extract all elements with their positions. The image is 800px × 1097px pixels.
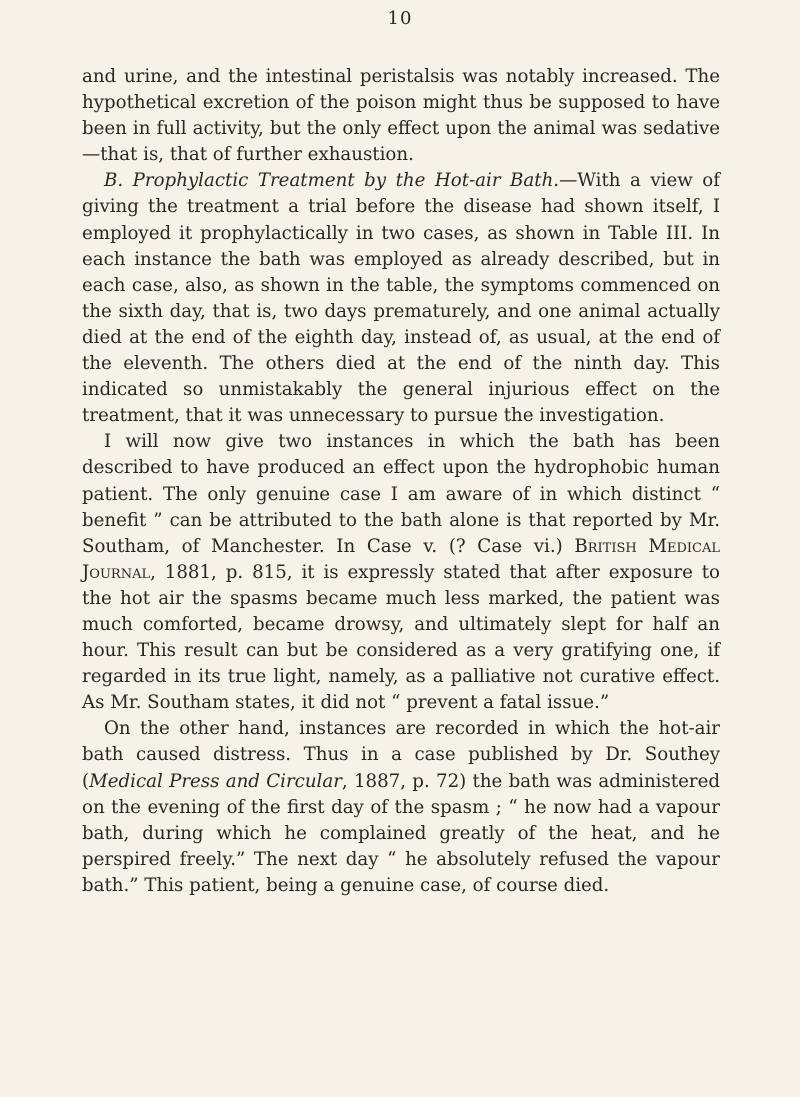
- paragraph-continuation: [82, 64, 720, 168]
- paragraph-text: and urine, and the intestinal peristalsis was notably increased. The hypothetical excretion of the poison might thus be supposed to have been in full activity, but the only effect upon the animal was sedative —that is, that of further exhaustion.: [82, 66, 720, 166]
- paragraph-text: I will now give two instances in which the bath has been described to have produced an effect upon the hydrophobic human patient. The only genuine case I am aware of in which distinct “ benefit ” can be attributed to the bath alone is that reported by Mr. Southam, of Manchester. In Case v. (? Case vi.): [82, 431, 720, 557]
- paragraph-prophylactic-treatment: [82, 168, 720, 429]
- source-title: Medical Press and Circular: [89, 770, 342, 792]
- paragraph-text: , 1881, p. 815, it is expressly stated that after exposure to the hot air the spasms became much less marked, the patient was much comforted, became drowsy, and ultimately slept for half an hour. This result can but be considered as a very gratifying one, if regarded in its true light, namely, as a palliative not curative effect. As Mr. Southam states, it did not “ prevent a fatal issue.”: [82, 561, 720, 714]
- journal-title: British Medical Journal: [82, 535, 720, 583]
- body-text: [82, 64, 720, 899]
- paragraph-text: —With a view of giving the treatment a trial before the disease had shown itself, I employed it prophylactically in two cases, as shown in Table III. In each instance the bath was employed as already described, but in each case, also, as shown in the table, the symptoms commenced on the sixth day, that is, two days prematurely, and one animal actually died at the end of the eighth day, instead of, as usual, at the end of the eleventh. The others died at the end of the ninth day. This indicated so unmistakably the general injurious effect on the treatment, that it was unnecessary to pursue the investigation.: [82, 170, 720, 427]
- paragraph-text: , 1887, p. 72) the bath was administered on the evening of the first day of the spasm ; “ he now had a vapour bath, during which he complained greatly of the heat, and he perspired freely.” The next day “ he absolutely refused the vapour bath.” This patient, being a genuine case, of course died.: [82, 770, 720, 896]
- paragraph-hot-air-distress: [82, 716, 720, 899]
- paragraph-human-patient: [82, 429, 720, 716]
- paragraph-text: On the other hand, instances are recorded in which the hot-air bath caused distress. Thus in a case published by Dr. Southey (: [82, 718, 720, 792]
- section-heading: B. Prophylactic Treatment by the Hot-air Bath.: [104, 170, 560, 192]
- page-number: 10: [387, 8, 413, 29]
